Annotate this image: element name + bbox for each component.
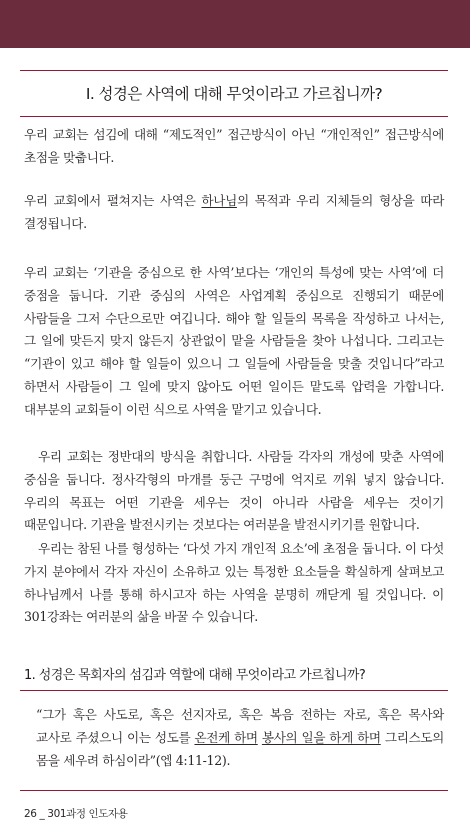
subheading: 1. 성경은 목회자의 섬김과 역할에 대해 무엇이라고 가르칩니까?	[24, 668, 366, 683]
heading-rule-top	[20, 70, 448, 71]
quote-underline-2: 봉사의 일을 하게 하며	[261, 729, 381, 745]
quote-text: “그가 혹은 사도로, 혹은 선지자로, 혹은 복음 전하는 자로, 혹은 목사와 교사로 주셨으니 이는 성도를	[36, 707, 444, 745]
paragraph-2-text: 우리 교회에서 펼쳐지는 사역은	[24, 193, 202, 208]
paragraph-4-text: 우리 교회는 정반대의 방식을 취합니다. 사람들 각자의 개성에 맞춘 사역에 중심을 둡니다. 정사각형의 마개를 둥근 구멍에 억지로 끼워 넣지 않습니다. 우리의 목표는 어떤 기관을 세우는 것이 아니라 사람을 세우는 것이기 때문입니다. 기관을 발전시키는 것보다는 여러분을 발전시키기를 원합니다.	[24, 449, 444, 533]
paragraph-2	[24, 190, 444, 236]
section-heading: I. 성경은 사역에 대해 무엇이라고 가르칩니까?	[85, 85, 383, 103]
paragraph-2-text-end: 의 목적과 우리 지체들의 형상을 따라 결정됩니다.	[24, 193, 445, 231]
scripture-quote	[36, 704, 444, 772]
paragraph-5-text: 우리는 참된 나를 형성하는 ‘다섯 가지 개인적 요소’에 초점을 둡니다. 이 다섯 가지 분야에서 각자 자신이 소유하고 있는 특정한 요소들을 확실하게 살펴보고 하나님께서 나를 통해 하시고자 하는 사역을 분명히 깨닫게 될 것입니다. 이 301강좌는 여러분의 삶을 바꿀 수 있습니다.	[24, 541, 444, 625]
page-footer: 26 _ 301과정 인도자용	[24, 808, 128, 820]
underlined-word: 하나님	[201, 193, 237, 208]
quote-text-end: 그리스도의 몸을 세우려 하심이라”(엡 4:11-12).	[36, 729, 444, 768]
paragraph-3: 우리 교회는 ‘기관을 중심으로 한 사역’보다는 ‘개인의 특성에 맞는 사역’에 더 중점을 둡니다. 기관 중심의 사역은 사업계획 중심으로 진행되기 때문에 사람들을 그저 수단으로만 여깁니다. 해야 할 일들의 목록을 작성하고 나서는, 그 일에 맞든지 맞지 않든지 상관없이 맡을 사람들을 찾아 나섭니다. 그리고는 “기관이 있고 해야 할 일들이 있으니 그 일들에 사람들을 맞출 것입니다”라고 하면서 사람들이 그 일에 맞지 않아도 어떤 일이든 맡도록 압력을 가합니다. 대부분의 교회들이 이런 식으로 사역을 맡기고 있습니다.	[24, 265, 444, 417]
heading-rule-bottom	[20, 116, 448, 117]
quote-underline-1: 온전케 하며	[194, 729, 258, 745]
footer-rule	[20, 790, 448, 791]
header-band	[0, 0, 470, 48]
subheading-rule	[20, 690, 448, 691]
paragraph-5	[24, 538, 444, 629]
paragraph-4	[24, 446, 444, 537]
paragraph-1: 우리 교회는 섬김에 대해 “제도적인” 접근방식이 아닌 “개인적인” 접근방식에 초점을 맞춥니다.	[24, 127, 444, 165]
